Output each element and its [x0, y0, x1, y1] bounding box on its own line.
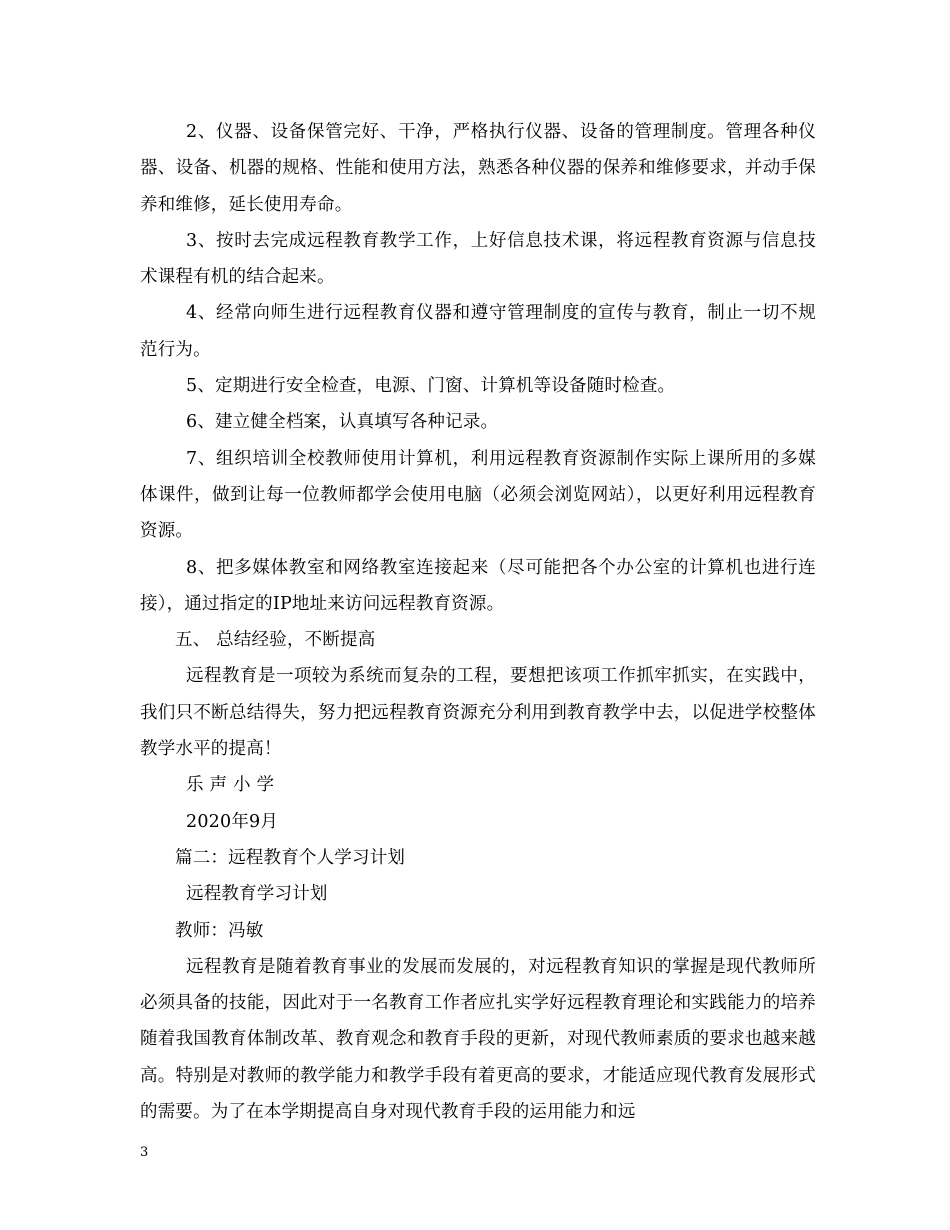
section-title-part-two: 篇二：远程教育个人学习计划 [175, 847, 406, 868]
summary-paragraph: 远程教育是一项较为系统而复杂的工程，要想把该项工作抓牢抓实，在实践中，我们只不断总结得失，努力把远程教育资源充分利用到教育教学中去，以促进学校整体教学水平的提高！ [140, 666, 816, 760]
document-body [140, 114, 816, 1130]
teacher-name: 教师：冯敏 [175, 920, 264, 941]
intro-paragraph: 远程教育是随着教育事业的发展而发展的，对远程教育知识的掌握是现代教师所必须具备的技能，因此对于一名教育工作者应扎实学好远程教育理论和实践能力的培养随着我国教育体制改革、教育观念和教育手段的更新，对现代教师素质的要求也越来越高。特别是对教师的教学能力和教学手段有着更高的要求，才能适应现代教育发展形式的需要。为了在本学期提高自身对现代教育手段的运用能力和远 [140, 956, 816, 1123]
plan-title: 远程教育学习计划 [186, 884, 328, 905]
page-number: 3 [140, 1145, 149, 1160]
paragraph-item-4: 4、经常向师生进行远程教育仪器和遵守管理制度的宣传与教育，制止一切不规范行为。 [140, 303, 816, 360]
paragraph-item-2: 2、仪器、设备保管完好、干净，严格执行仪器、设备的管理制度。管理各种仪器、设备、机器的规格、性能和使用方法，熟悉各种仪器的保养和维修要求，并动手保养和维修，延长使用寿命。 [140, 122, 816, 215]
paragraph-item-6: 6、建立健全档案，认真填写各种记录。 [186, 412, 499, 433]
paragraph-item-8: 8、把多媒体教室和网络教室连接起来（尽可能把各个办公室的计算机也进行连接），通过指定的IP地址来访问远程教育资源。 [140, 557, 816, 614]
paragraph-item-7: 7、组织培训全校教师使用计算机，利用远程教育资源制作实际上课所用的多媒体课件，做到让每一位教师都学会使用电脑（必须会浏览网站），以更好利用远程教育资源。 [140, 448, 816, 542]
paragraph-item-3: 3、按时去完成远程教育教学工作，上好信息技术课，将远程教育资源与信息技术课程有机的结合起来。 [140, 230, 816, 288]
signature-date: 2020年9月 [186, 811, 279, 832]
paragraph-item-5: 5、定期进行安全检查，电源、门窗、计算机等设备随时检查。 [186, 376, 676, 397]
school-signature: 乐声小学 [186, 775, 280, 796]
section-heading-five: 五、 总结经验，不断提高 [175, 630, 376, 651]
